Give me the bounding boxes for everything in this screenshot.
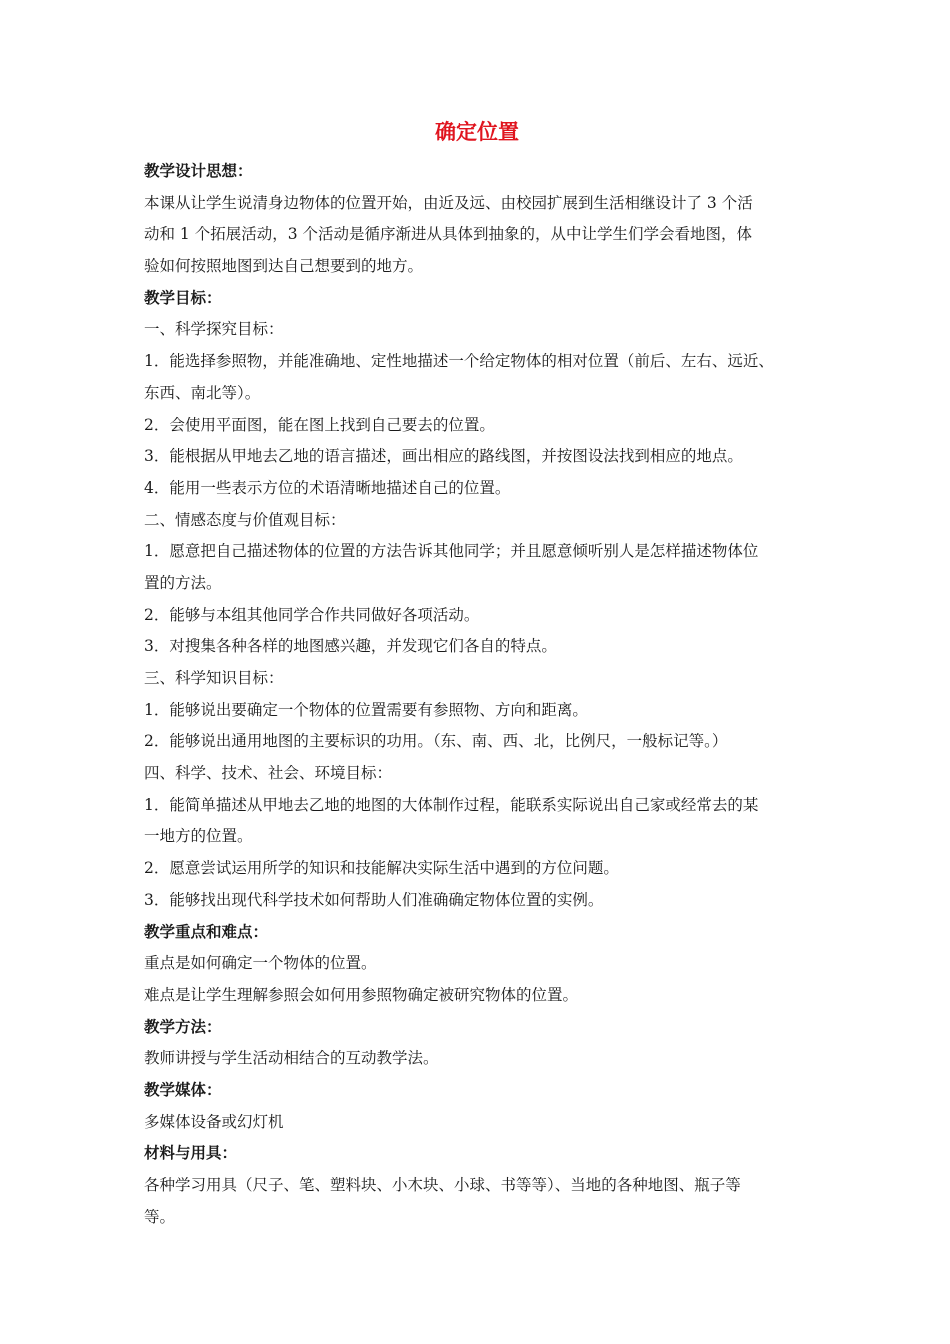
text-line: 东西、南北等）。	[144, 383, 261, 402]
text-line: 4．能用一些表示方位的术语清晰地描述自己的位置。	[144, 478, 511, 497]
text-line: 多媒体设备或幻灯机	[144, 1112, 284, 1131]
section-heading: 材料与用具：	[144, 1144, 238, 1163]
text-line: 3．对搜集各种各样的地图感兴趣，并发现它们各自的特点。	[144, 637, 557, 656]
text-line: 难点是让学生理解参照会如何用参照物确定被研究物体的位置。	[144, 985, 579, 1004]
section-heading: 教学媒体：	[144, 1080, 222, 1099]
text-line: 3．能够找出现代科学技术如何帮助人们准确确定物体位置的实例。	[144, 890, 604, 909]
text-line: 三、科学知识目标：	[144, 669, 284, 687]
text-line: 各种学习用具（尺子、笔、塑料块、小木块、小球、书等等）、当地的各种地图、瓶子等	[144, 1176, 741, 1194]
text-line: 一地方的位置。	[144, 827, 253, 846]
text-line: 2．愿意尝试运用所学的知识和技能解决实际生活中遇到的方位问题。	[144, 859, 619, 878]
text-line: 1．能简单描述从甲地去乙地的地图的大体制作过程，能联系实际说出自己家或经常去的某	[144, 795, 759, 814]
section-heading: 教学设计思想：	[144, 162, 253, 180]
text-line: 3．能根据从甲地去乙地的语言描述，画出相应的路线图，并按图设法找到相应的地点。	[144, 447, 743, 466]
document-title: 确定位置	[435, 120, 519, 144]
text-line: 验如何按照地图到达自己想要到的地方。	[144, 257, 424, 276]
text-line: 二、情感态度与价值观目标：	[144, 510, 346, 529]
text-line: 四、科学、技术、社会、环境目标：	[144, 764, 393, 783]
section-heading: 教学重点和难点：	[144, 922, 269, 941]
text-line: 一、科学探究目标：	[144, 320, 284, 339]
text-line: 重点是如何确定一个物体的位置。	[144, 954, 377, 973]
document-page	[144, 112, 810, 1233]
text-line: 1．愿意把自己描述物体的位置的方法告诉其他同学；并且愿意倾听别人是怎样描述物体位	[144, 542, 759, 561]
text-line: 教师讲授与学生活动相结合的互动教学法。	[144, 1049, 439, 1068]
text-line: 2．能够与本组其他同学合作共同做好各项活动。	[144, 605, 480, 624]
section-heading: 教学方法：	[144, 1017, 222, 1036]
text-line: 2．会使用平面图，能在图上找到自己要去的位置。	[144, 415, 495, 434]
text-line: 1．能选择参照物，并能准确地、定性地描述一个给定物体的相对位置（前后、左右、远近、	[144, 352, 774, 371]
section-heading: 教学目标：	[144, 288, 222, 307]
text-line: 动和 1 个拓展活动，3 个活动是循序渐进从具体到抽象的，从中让学生们学会看地图，体	[144, 225, 753, 244]
text-line: 等。	[144, 1207, 176, 1226]
document-body	[144, 156, 810, 1233]
text-line: 本课从让学生说清身边物体的位置开始，由近及远、由校园扩展到生活相继设计了 3 个活	[144, 193, 753, 212]
text-line: 2．能够说出通用地图的主要标识的功用。（东、南、西、北，比例尺，一般标记等。）	[144, 732, 728, 751]
text-line: 置的方法。	[144, 573, 222, 592]
text-line: 1．能够说出要确定一个物体的位置需要有参照物、方向和距离。	[144, 700, 588, 719]
